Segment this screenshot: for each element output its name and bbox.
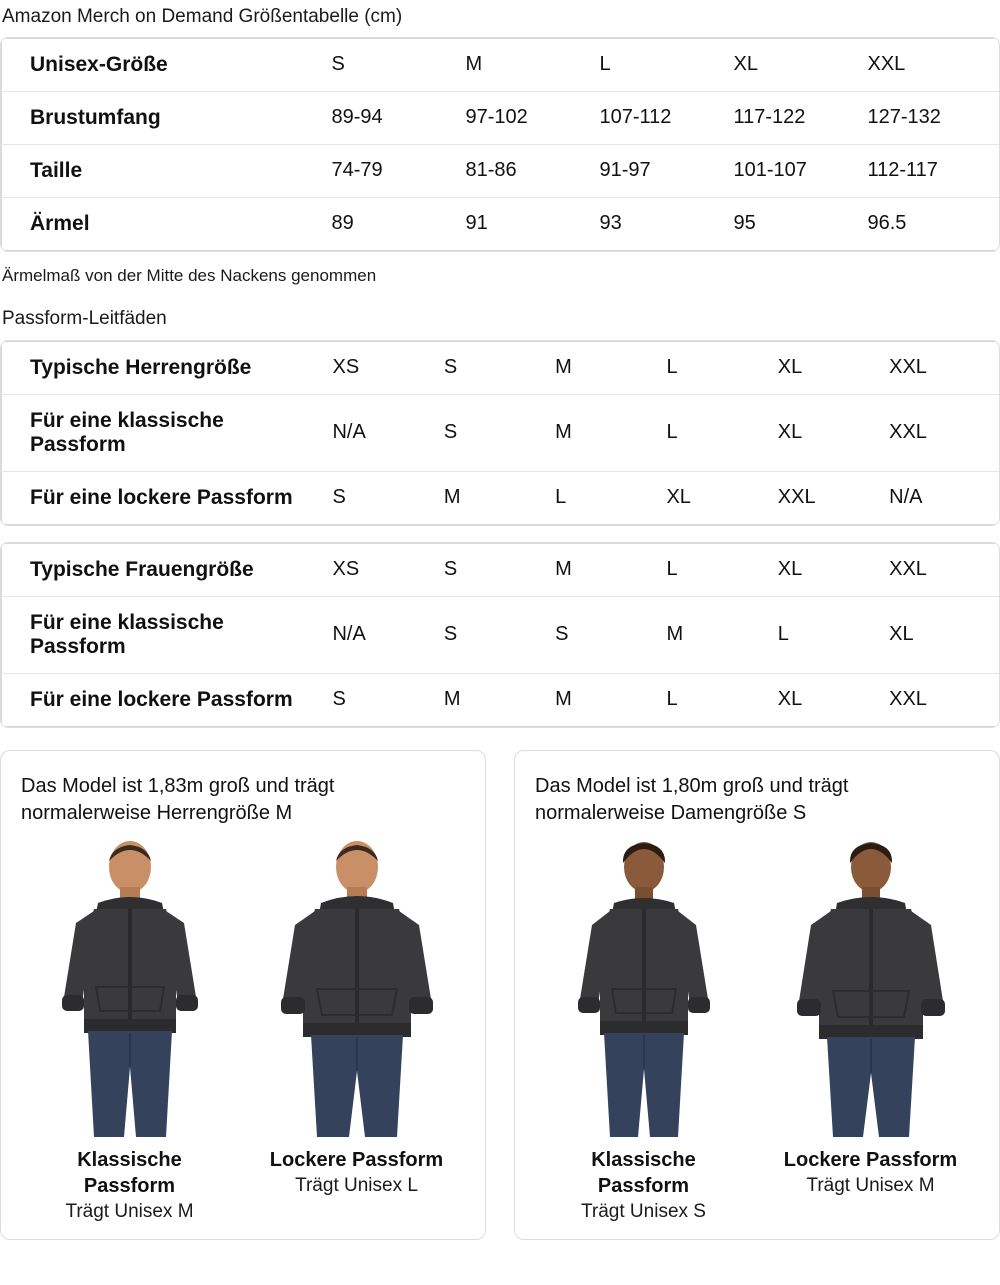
- cell: L: [666, 394, 777, 471]
- male-model-card: [0, 750, 486, 1240]
- cell: XL: [889, 596, 1000, 673]
- wears-label: Trägt Unisex L: [295, 1174, 418, 1196]
- fit-label: Lockere Passform: [783, 1148, 958, 1171]
- fit-label: Lockere Passform: [269, 1148, 444, 1171]
- table-row: [2, 596, 1000, 673]
- row-label: Taille: [2, 144, 332, 197]
- main-size-table: [1, 38, 1000, 251]
- wears-label: Trägt Unisex S: [581, 1200, 706, 1222]
- cell: S: [444, 341, 555, 394]
- table-row: [2, 197, 1000, 250]
- male-classic-fit-caption: [30, 1147, 230, 1226]
- cell: 112-117: [868, 144, 1000, 197]
- female-relaxed-fit-caption: [771, 1147, 971, 1226]
- male-model-description: Das Model ist 1,83m groß und trägt normalerweise Herrengröße M: [21, 774, 335, 824]
- table-row: [2, 543, 1000, 596]
- row-label: Für eine klassische Passform: [2, 394, 333, 471]
- cell: S: [444, 394, 555, 471]
- cell: M: [555, 543, 666, 596]
- table-row: [2, 91, 1000, 144]
- row-label: Für eine lockere Passform: [30, 485, 293, 509]
- table-row: [2, 673, 1000, 726]
- row-label: Brustumfang: [2, 91, 332, 144]
- cell: N/A: [889, 486, 923, 509]
- cell: S: [444, 596, 555, 673]
- cell: 117-122: [734, 91, 868, 144]
- wears-label: Trägt Unisex M: [65, 1200, 194, 1222]
- cell: 95: [733, 212, 756, 235]
- female-classic-fit-caption: [544, 1147, 744, 1226]
- cell: M: [466, 38, 600, 91]
- cell: XXL: [889, 341, 1000, 394]
- cell: L: [666, 341, 777, 394]
- table-row: [2, 38, 1000, 91]
- cell: XXL: [868, 38, 1000, 91]
- table-row: [2, 144, 1000, 197]
- sleeve-measurement-note: Ärmelmaß von der Mitte des Nackens genommen: [2, 265, 377, 285]
- fit-guide-title: Passform-Leitfäden: [2, 307, 167, 329]
- female-classic-fit-figure: [544, 837, 744, 1137]
- male-relaxed-fit-caption: [257, 1147, 457, 1226]
- cell: 107-112: [600, 91, 734, 144]
- cell: XS: [332, 543, 443, 596]
- cell: S: [555, 596, 666, 673]
- cell: 97-102: [466, 91, 600, 144]
- main-size-table-wrapper: [0, 37, 1000, 252]
- fit-label: Klassische Passform: [591, 1148, 696, 1197]
- cell: 93: [599, 212, 622, 235]
- cell: M: [555, 688, 572, 711]
- cell: 91: [465, 212, 488, 235]
- cell: L: [555, 486, 567, 509]
- cell: S: [444, 543, 555, 596]
- cell: S: [332, 486, 346, 509]
- cell: XXL: [889, 543, 1000, 596]
- cell: 127-132: [868, 91, 1000, 144]
- cell: L: [600, 38, 734, 91]
- female-relaxed-fit-figure: [771, 837, 971, 1137]
- cell: 96.5: [867, 212, 907, 235]
- cell: L: [666, 543, 777, 596]
- model-cards: [0, 750, 1000, 1240]
- cell: S: [332, 688, 346, 711]
- mens-fit-table: [1, 341, 1000, 525]
- male-relaxed-fit-figure: [257, 837, 457, 1137]
- cell: 74-79: [332, 144, 466, 197]
- cell: M: [443, 688, 461, 711]
- cell: XL: [778, 394, 889, 471]
- page-title: Amazon Merch on Demand Größentabelle (cm): [2, 6, 403, 27]
- fit-label: Klassische Passform: [77, 1148, 182, 1197]
- female-figure-captions: [535, 1147, 979, 1226]
- cell: 89: [331, 212, 354, 235]
- mens-fit-table-wrapper: [0, 340, 1000, 526]
- row-label: Für eine klassische Passform: [2, 596, 333, 673]
- cell: 81-86: [466, 144, 600, 197]
- cell: 101-107: [734, 144, 868, 197]
- cell: XXL: [889, 688, 927, 711]
- cell: M: [443, 486, 461, 509]
- male-figure-row: [21, 837, 465, 1137]
- row-label: Für eine lockere Passform: [30, 687, 293, 711]
- table-row: [2, 394, 1000, 471]
- cell: M: [555, 341, 666, 394]
- table-row: [2, 471, 1000, 524]
- row-label: Ärmel: [30, 211, 90, 235]
- female-model-card: [514, 750, 1000, 1240]
- cell: 89-94: [332, 91, 466, 144]
- womens-fit-table: [1, 543, 1000, 727]
- cell: XL: [778, 543, 889, 596]
- male-figure-captions: [21, 1147, 465, 1226]
- cell: L: [666, 688, 678, 711]
- cell: XXL: [889, 394, 1000, 471]
- cell: S: [332, 38, 466, 91]
- cell: XL: [778, 341, 889, 394]
- male-classic-fit-figure: [30, 837, 230, 1137]
- cell: N/A: [332, 394, 443, 471]
- cell: M: [666, 596, 777, 673]
- cell: XS: [332, 341, 443, 394]
- cell: XL: [734, 38, 868, 91]
- cell: XL: [666, 486, 691, 509]
- cell: L: [778, 596, 889, 673]
- female-figure-row: [535, 837, 979, 1137]
- row-label: Unisex-Größe: [2, 38, 332, 91]
- female-model-description: Das Model ist 1,80m groß und trägt normalerweise Damengröße S: [535, 774, 849, 824]
- row-label: Typische Frauengröße: [2, 543, 333, 596]
- cell: M: [555, 394, 666, 471]
- table-row: [2, 341, 1000, 394]
- row-label: Typische Herrengröße: [2, 341, 333, 394]
- womens-fit-table-wrapper: [0, 542, 1000, 728]
- wears-label: Trägt Unisex M: [806, 1174, 935, 1196]
- cell: XXL: [777, 486, 816, 509]
- cell: 91-97: [600, 144, 734, 197]
- cell: N/A: [332, 596, 443, 673]
- cell: XL: [777, 688, 803, 711]
